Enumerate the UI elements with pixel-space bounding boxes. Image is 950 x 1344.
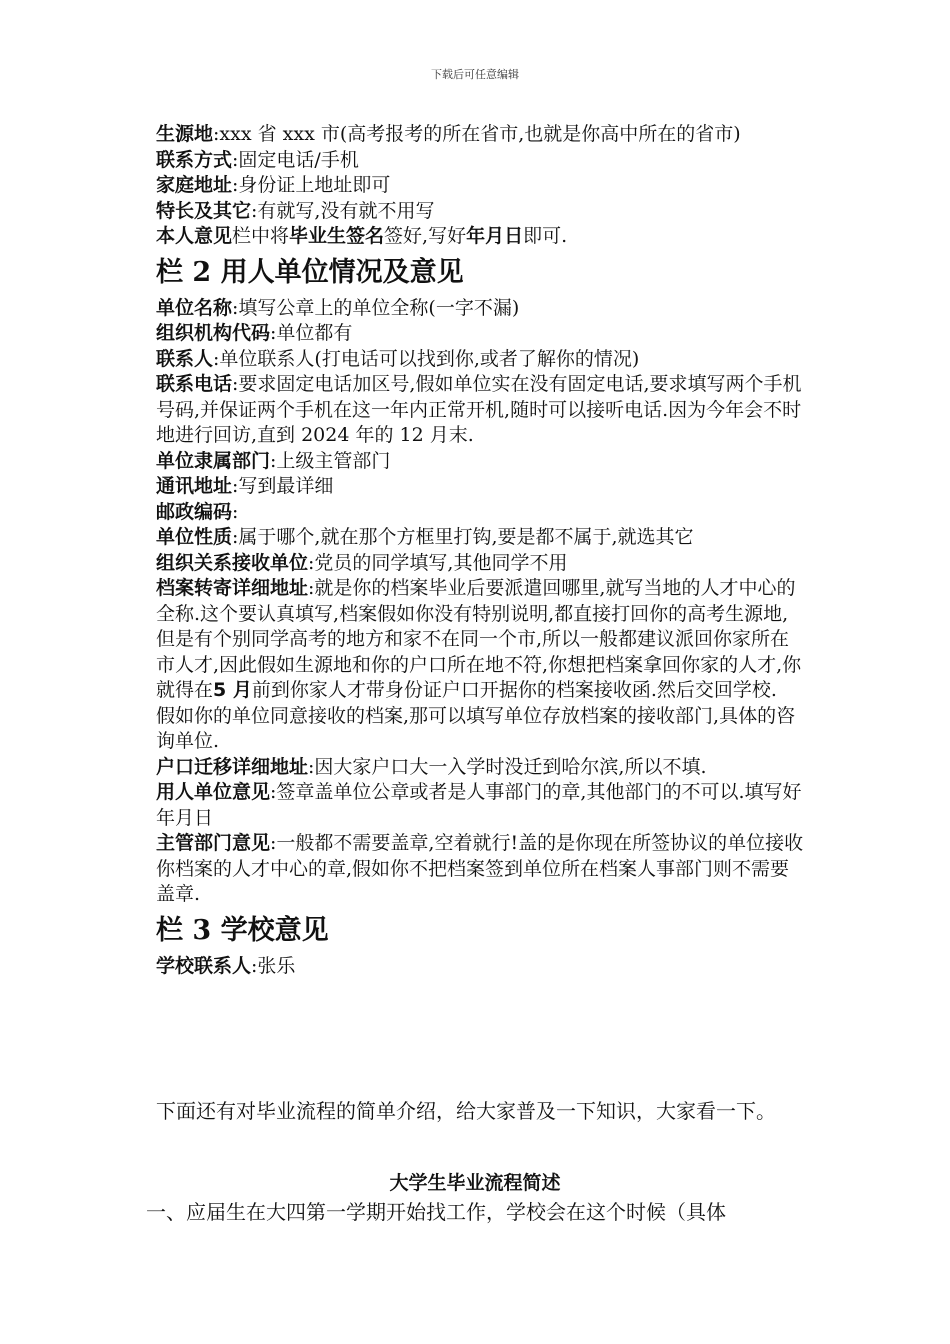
field-line: 单位性质:属于哪个,就在那个方框里打钩,要是都不属于,就选其它 (156, 526, 694, 548)
field-line: 单位名称:填写公章上的单位全称(一字不漏) (156, 296, 520, 319)
field-line: 联系电话:要求固定电话加区号,假如单位实在没有固定电话,要求填写两个手机号码,并保证两个手机在这一年内正常开机,随时可以接听电话.因为今年会不时地进行回访,直到 2024 年的 12 月末. (156, 373, 802, 446)
section2-heading: 栏 2 用人单位情况及意见 (156, 256, 464, 288)
field-label: 特长及其它 (156, 199, 252, 222)
field-label: 家庭地址 (156, 174, 233, 196)
field-line: 邮政编码: (156, 500, 239, 523)
field-line: 单位隶属部门:上级主管部门 (156, 449, 391, 472)
field-line: 通讯地址:写到最详细 (156, 475, 334, 497)
field-line: 组织机构代码:单位都有 (156, 322, 353, 344)
document-body (156, 122, 806, 1126)
page-header-note: 下载后可任意编辑 (431, 68, 519, 81)
opinion-line: 本人意见栏中将毕业生签名签好,写好年月日即可. (156, 225, 568, 247)
archive-extra-paragraph: 假如你的单位同意接收的档案,那可以填写单位存放档案的接收部门,具体的咨询单位. (156, 704, 796, 752)
flow-title: 大学生毕业流程简述 (389, 1172, 561, 1194)
school-contact-line: 学校联系人:张乐 (156, 954, 296, 977)
field-label: 联系方式 (156, 148, 233, 171)
field-line-contact: 联系方式:固定电话/手机 (156, 148, 359, 171)
field-line-talent: 特长及其它:有就写,没有就不用写 (156, 199, 435, 222)
field-line: 联系人:单位联系人(打电话可以找到你,或者了解你的情况) (156, 347, 640, 370)
field-line-home: 家庭地址:身份证上地址即可 (156, 174, 391, 196)
field-text: 身份证上地址即可 (238, 174, 391, 196)
field-line: 用人单位意见:签章盖单位公章或者是人事部门的章,其他部门的不可以.填写好年月日 (156, 781, 802, 829)
field-text: 固定电话/手机 (238, 148, 359, 171)
section3-heading: 栏 3 学校意见 (156, 914, 329, 946)
intro-paragraph: 下面还有对毕业流程的简单介绍，给大家普及一下知识，大家看一下。 (156, 1099, 776, 1123)
field-line: 组织关系接收单位:党员的同学填写,其他同学不用 (156, 551, 568, 574)
field-text: 有就写,没有就不用写 (257, 199, 435, 222)
field-text: xxx 省 xxx 市(高考报考的所在省市,也就是你高中所在的省市) (219, 123, 741, 145)
field-line: 户口迁移详细地址:因大家户口大一入学时没迁到哈尔滨,所以不填. (156, 755, 707, 778)
archive-address-paragraph: 档案转寄详细地址:就是你的档案毕业后要派遣回哪里,就写当地的人才中心的全称.这个要认真填写,档案假如你没有特别说明,都直接打回你的高考生源地, 但是有个别同学高考的地方和家不在同一个市,所以一般都建议派回你家所在市人才,因此假如生源地和你的户口所在地不符,你想把档案拿回你家的人才,你就得在5 月前到你家人才带身份证户口开据你的档案接收函.然后交回学校. (156, 577, 802, 701)
field-line-source: 生源地:xxx 省 xxx 市(高考报考的所在省市,也就是你高中所在的省市) (156, 123, 741, 145)
field-line: 主管部门意见:一般都不需要盖章,空着就行!盖的是你现在所签协议的单位接收你档案的人才中心的章,假如你不把档案签到单位所在档案人事部门则不需要盖章. (156, 832, 804, 905)
blank-space (156, 979, 806, 1097)
field-label: 生源地 (156, 123, 214, 145)
flow-step-1: 一、应届生在大四第一学期开始找工作，学校会在这个时候（具体 (146, 1200, 726, 1224)
